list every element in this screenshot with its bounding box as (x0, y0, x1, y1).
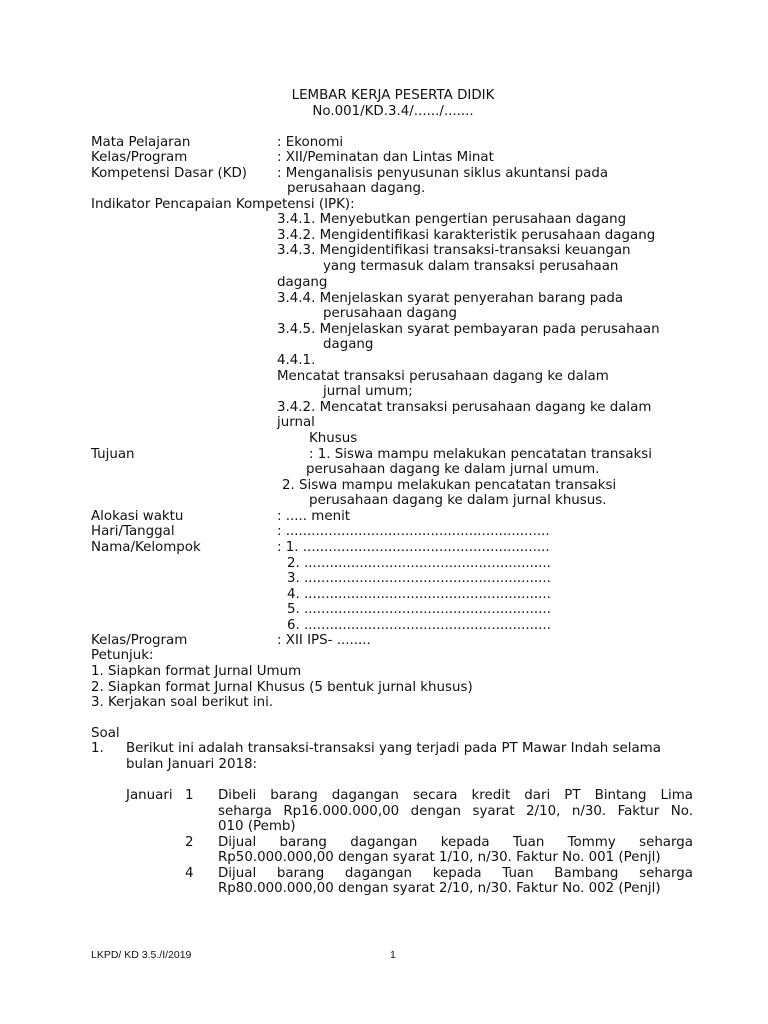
document-title: LEMBAR KERJA PESERTA DIDIK (291, 88, 495, 103)
kelas-label: Kelas/Program (91, 150, 188, 165)
nama-field-6: 6. .......................................................... (287, 618, 551, 633)
ipk-item-3-line-3: dagang (277, 275, 328, 290)
nama-field-5: 5. .......................................................... (287, 602, 551, 617)
petunjuk-item-3: 3. Kerjakan soal berikut ini. (91, 695, 274, 710)
transaction-text-line: seharga Rp16.000.000,00 dengan syarat 2/10, n/30. Faktur No. (218, 804, 693, 819)
kd-label: Kompetensi Dasar (KD) (91, 166, 248, 181)
kelas2-label: Kelas/Program (91, 633, 188, 648)
tujuan-2-line-1: 2. Siswa mampu melakukan pencatatan transaksi (282, 478, 617, 493)
ipk-item-6-line-1: Mencatat transaksi perusahaan dagang ke dalam (277, 369, 609, 384)
transaction-text-line: Dijual barang dagangan kepada Tuan Bambang seharga (218, 866, 693, 881)
soal-intro-line-1: Berikut ini adalah transaksi-transaksi yang terjadi pada PT Mawar Indah selama (126, 741, 661, 756)
transaction-day: 1 (185, 788, 194, 803)
kelas-value: : XII/Peminatan dan Lintas Minat (277, 150, 494, 165)
petunjuk-item-1: 1. Siapkan format Jurnal Umum (91, 664, 302, 679)
ipk-item-4-line-2: perusahaan dagang (323, 306, 457, 321)
ipk-label: Indikator Pencapaian Kompetensi (IPK): (91, 197, 355, 212)
nama-field-3: 3. .......................................................... (287, 571, 551, 586)
ipk-item-3-line-1: 3.4.3. Mengidentifikasi transaksi-transaksi keuangan (277, 243, 631, 258)
transaction-day: 2 (185, 835, 194, 850)
soal-intro-line-2: bulan Januari 2018: (126, 757, 258, 772)
transaction-day: 4 (185, 866, 194, 881)
ipk-item-1: 3.4.1. Menyebutkan pengertian perusahaan dagang (277, 212, 627, 227)
tujuan-label: Tujuan (91, 447, 135, 462)
kd-value-line-2: perusahaan dagang. (287, 181, 426, 196)
kelas2-value: : XII IPS- ........ (277, 633, 371, 648)
ipk-item-5-line-2: dagang (323, 337, 374, 352)
ipk-item-2: 3.4.2. Mengidentifikasi karakteristik perusahaan dagang (277, 228, 656, 243)
mapel-value: : Ekonomi (277, 135, 344, 150)
ipk-item-6-line-2: jurnal umum; (323, 384, 413, 399)
transaction-month: Januari (126, 788, 173, 803)
petunjuk-label: Petunjuk: (91, 648, 154, 663)
petunjuk-item-2: 2. Siapkan format Jurnal Khusus (5 bentuk jurnal khusus) (91, 680, 473, 695)
transaction-text-line: 010 (Pemb) (218, 819, 296, 834)
ipk-item-7-line-3: Khusus (309, 431, 358, 446)
tujuan-2-line-2: perusahaan dagang ke dalam jurnal khusus. (309, 493, 607, 508)
footer-code: LKPD/ KD 3.5./I/2019 (91, 949, 192, 961)
tujuan-1-line-2: perusahaan dagang ke dalam jurnal umum. (306, 462, 600, 477)
hari-value: : .............................................................. (277, 524, 550, 539)
ipk-item-4-line-1: 3.4.4. Menjelaskan syarat penyerahan barang pada (277, 291, 624, 306)
soal-number: 1. (91, 741, 104, 756)
ipk-item-3-line-2: yang termasuk dalam transaksi perusahaan (323, 259, 619, 274)
transaction-text-line: Rp80.000.000,00 dengan syarat 2/10, n/30. Faktur No. 002 (Penjl) (218, 881, 661, 896)
transaction-text-line: Dibeli barang dagangan secara kredit dari PT Bintang Lima (218, 788, 693, 803)
alokasi-label: Alokasi waktu (91, 509, 184, 524)
ipk-item-5-line-1: 3.4.5. Menjelaskan syarat pembayaran pada perusahaan (277, 322, 660, 337)
nama-label: Nama/Kelompok (91, 540, 201, 555)
hari-label: Hari/Tanggal (91, 524, 175, 539)
ipk-item-6-number: 4.4.1. (277, 353, 316, 368)
ipk-item-7-line-1: 3.4.2. Mencatat transaksi perusahaan dagang ke dalam (277, 400, 652, 415)
document-number: No.001/KD.3.4/....../....... (312, 104, 474, 119)
soal-label: Soal (91, 726, 120, 741)
transaction-text-line: Rp50.000.000,00 dengan syarat 1/10, n/30. Faktur No. 001 (Penjl) (218, 850, 661, 865)
alokasi-value: : ..... menit (277, 509, 351, 524)
ipk-item-7-line-2: jurnal (277, 415, 315, 430)
nama-field-2: 2. .......................................................... (287, 556, 551, 571)
kd-value-line-1: : Menganalisis penyusunan siklus akuntansi pada (277, 166, 609, 181)
tujuan-1-line-1: : 1. Siswa mampu melakukan pencatatan transaksi (309, 447, 652, 462)
mapel-label: Mata Pelajaran (91, 135, 191, 150)
transaction-text-line: Dijual barang dagangan kepada Tuan Tommy seharga (218, 835, 693, 850)
nama-field-1: : 1. .......................................................... (277, 540, 550, 555)
page-number: 1 (390, 949, 396, 961)
nama-field-4: 4. .......................................................... (287, 587, 551, 602)
